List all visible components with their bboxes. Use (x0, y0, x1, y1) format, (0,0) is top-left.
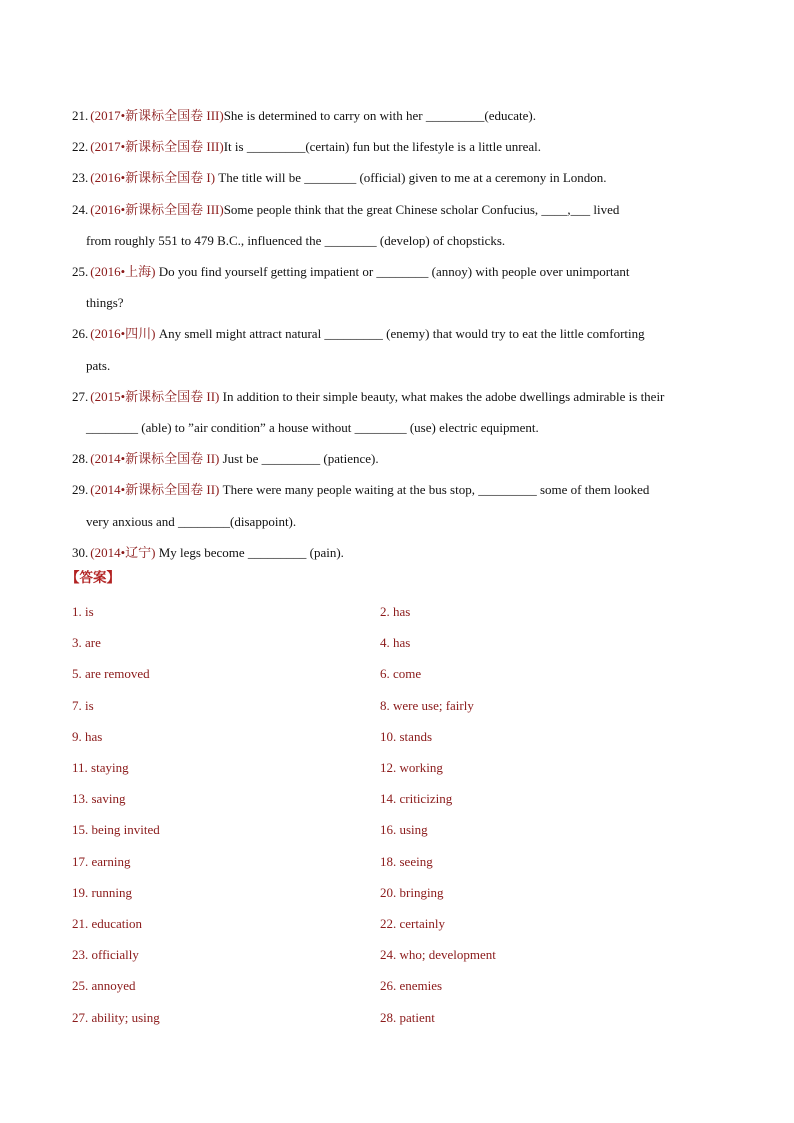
answer-item: 28. patient (380, 1009, 435, 1025)
answer-item: 13. saving (72, 791, 126, 807)
question-line (72, 381, 722, 412)
answer-item: 22. certainly (380, 916, 445, 932)
question-line (72, 474, 722, 505)
question-number: 28. (72, 451, 89, 467)
answer-item: 1. is (72, 604, 94, 619)
answer-item: 8. were use; fairly (380, 697, 474, 713)
question-source: (2014•辽宁) (90, 544, 156, 560)
question-text: There were many people waiting at the bus stop, _________ some of them looked (219, 482, 650, 498)
question-line (72, 537, 722, 568)
answer-item: 17. earning (72, 853, 131, 869)
answer-item: 16. using (380, 822, 428, 838)
question-number: 26. (72, 326, 89, 342)
question-list (72, 100, 722, 568)
question-line (72, 162, 722, 193)
question-line (72, 443, 722, 474)
question-text: My legs become _________ (pain). (155, 544, 344, 560)
question-number: 27. (72, 388, 89, 404)
question-continuation: pats. (86, 357, 111, 373)
answer-item: 11. staying (72, 760, 129, 776)
answer-item: 6. come (380, 666, 422, 682)
question-source: (2016•新课标全国卷 III) (90, 201, 224, 217)
answer-item: 4. has (380, 635, 411, 651)
answer-item: 12. working (380, 760, 443, 776)
answer-item: 10. stands (380, 728, 432, 744)
question-line (72, 131, 722, 162)
question-text: Just be _________ (patience). (219, 451, 379, 467)
answer-item: 14. criticizing (380, 791, 453, 807)
answer-item: 18. seeing (380, 853, 433, 869)
answer-item: 9. has (72, 728, 103, 744)
question-continuation: things? (86, 295, 124, 311)
question-source: (2014•新课标全国卷 II) (90, 451, 220, 467)
question-number: 29. (72, 482, 89, 498)
question-item (72, 194, 722, 256)
question-number: 30. (72, 544, 89, 560)
question-source: (2017•新课标全国卷 III) (90, 108, 224, 123)
answer-item: 27. ability; using (72, 1009, 160, 1025)
question-line (72, 100, 722, 131)
answer-item: 23. officially (72, 947, 139, 963)
answer-item: 20. bringing (380, 884, 444, 900)
question-item (72, 131, 722, 162)
question-line (72, 194, 722, 225)
answer-grid (72, 596, 722, 1033)
question-source: (2016•新课标全国卷 I) (90, 170, 216, 186)
question-item (72, 443, 722, 474)
question-source: (2016•上海) (90, 264, 156, 280)
question-source: (2014•新课标全国卷 II) (90, 482, 220, 498)
question-continuation: from roughly 551 to 479 B.C., influenced the ________ (develop) of chopsticks. (86, 232, 506, 248)
question-text: Do you find yourself getting impatient or ________ (annoy) with people over unimportant (155, 264, 630, 280)
question-item (72, 537, 722, 568)
answer-item: 7. is (72, 697, 94, 713)
question-source: (2017•新课标全国卷 III) (90, 139, 224, 155)
question-continuation: ________ (able) to ”air condition” a house without ________ (use) electric equipment. (86, 420, 539, 436)
question-item (72, 162, 722, 193)
answer-item: 24. who; development (380, 947, 496, 963)
question-source: (2015•新课标全国卷 II) (90, 388, 220, 404)
answer-header: 【答案】 (66, 570, 120, 586)
question-item (72, 256, 722, 318)
question-line (72, 318, 722, 349)
question-number: 23. (72, 170, 89, 186)
question-text: In addition to their simple beauty, what makes the adobe dwellings admirable is their (219, 388, 665, 404)
question-number: 24. (72, 201, 89, 217)
question-source: (2016•四川) (90, 326, 156, 342)
answer-item: 21. education (72, 916, 143, 932)
question-text: Some people think that the great Chinese scholar Confucius, ____,___ lived (223, 201, 620, 217)
question-item (72, 100, 722, 131)
question-item (72, 381, 722, 443)
question-item (72, 318, 722, 380)
question-text: Any smell might attract natural _________ (enemy) that would try to eat the little comforting (155, 326, 645, 342)
question-text: It is _________(certain) fun but the lifestyle is a little unreal. (223, 139, 542, 155)
question-number: 22. (72, 139, 89, 155)
answer-item: 25. annoyed (72, 978, 136, 994)
answer-item: 5. are removed (72, 666, 150, 682)
question-number: 21. (72, 108, 89, 123)
answer-item: 2. has (380, 604, 411, 619)
question-continuation: very anxious and ________(disappoint). (86, 513, 297, 529)
question-item (72, 474, 722, 536)
question-text: She is determined to carry on with her _________(educate). (223, 108, 536, 123)
answer-item: 19. running (72, 884, 132, 900)
question-number: 25. (72, 264, 89, 280)
answer-item: 26. enemies (380, 978, 443, 994)
answer-item: 15. being invited (72, 822, 160, 838)
question-text: The title will be ________ (official) given to me at a ceremony in London. (215, 170, 607, 186)
answer-item: 3. are (72, 635, 101, 651)
question-line (72, 256, 722, 287)
